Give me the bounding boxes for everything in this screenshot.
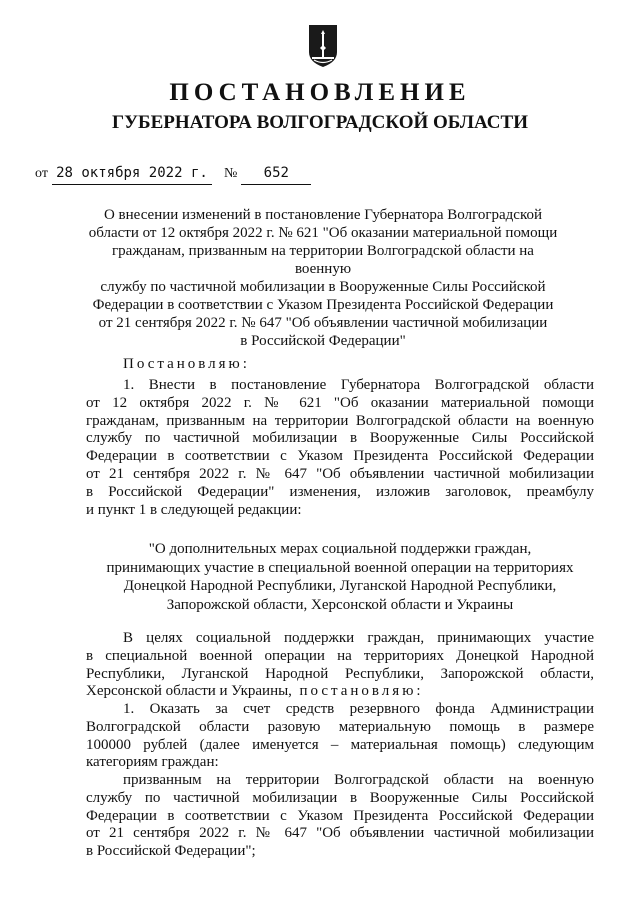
document-title: ПОСТАНОВЛЕНИЕ bbox=[169, 79, 471, 106]
decree-word: Постановляю: bbox=[123, 356, 250, 372]
subject-line: Федерации в соответствии с Указом Президента Российской Федерации bbox=[92, 297, 554, 313]
subject-line: области от 12 октября 2022 г. № 621 "Об оказании материальной помощи bbox=[88, 225, 558, 241]
new-title-line: принимающих участие в специальной военной операции на территориях bbox=[106, 559, 574, 576]
paragraph-line: от 21 сентября 2022 г. № 647 "Об объявлении частичной мобилизации bbox=[86, 465, 594, 482]
point-1-paragraph bbox=[86, 701, 594, 772]
paragraph-line: и пункт 1 в следующей редакции: bbox=[86, 501, 302, 518]
document-issuer: ГУБЕРНАТОРА ВОЛГОГРАДСКОЙ ОБЛАСТИ bbox=[112, 112, 528, 133]
paragraph-line: В целях социальной поддержки граждан, принимающих участие bbox=[123, 630, 594, 646]
preamble-paragraph bbox=[86, 630, 594, 701]
subject-line: от 21 сентября 2022 г. № 647 "Об объявлении частичной мобилизации bbox=[98, 315, 548, 331]
paragraph-line: гражданам, призванным на территории Волгоградской области на военную bbox=[86, 412, 594, 429]
document-number: 652 bbox=[241, 162, 311, 185]
paragraph-line: от 12 октября 2022 г. № 621 "Об оказании материальной помощи bbox=[86, 394, 594, 411]
subject-line: службу по частичной мобилизации в Вооруженные Силы Российской bbox=[100, 279, 546, 295]
number-prefix: № bbox=[223, 166, 238, 181]
paragraph-line: службу по частичной мобилизации в Вооруженные Силы Российской bbox=[86, 789, 594, 806]
new-title-line: Донецкой Народной Республики, Луганской Народной Республики, bbox=[123, 578, 557, 594]
paragraph-line: в Российской Федерации" изменения, изложив заголовок, преамбулу bbox=[86, 483, 594, 500]
subject-line: гражданам, призванным на территории Волгоградской области на военную bbox=[112, 243, 534, 277]
new-title-line: Запорожской области, Херсонской области и Украины bbox=[166, 596, 514, 613]
paragraph-line: Волгоградской области разовую материальную помощь в размере bbox=[86, 718, 594, 735]
registration-line bbox=[35, 162, 311, 185]
paragraph-line: Республики, Луганской Народной Республики, Запорожской области, bbox=[86, 665, 594, 682]
item-1-paragraph bbox=[86, 377, 594, 519]
new-title-block bbox=[86, 540, 594, 614]
paragraph-line bbox=[86, 683, 594, 701]
decree-word-block bbox=[86, 356, 594, 374]
subject-line: в Российской Федерации" bbox=[240, 333, 406, 349]
paragraph-line: призванным на территории Волгоградской области на военную bbox=[123, 772, 594, 788]
subject-line: О внесении изменений в постановление Губернатора Волгоградской bbox=[103, 207, 543, 223]
paragraph-line: службу по частичной мобилизации в Вооруженные Силы Российской bbox=[86, 430, 594, 447]
document-page bbox=[8, 8, 632, 897]
paragraph-line: 1. Внести в постановление Губернатора Волгоградской области bbox=[123, 377, 594, 393]
preamble-decree-word: постановляю: bbox=[299, 683, 424, 700]
paragraph-line: 1. Оказать за счет средств резервного фонда Администрации bbox=[123, 701, 594, 717]
paragraph-line: категориям граждан: bbox=[86, 754, 219, 771]
paragraph-line: Федерации в соответствии с Указом Президента Российской Федерации bbox=[86, 448, 594, 465]
preamble-tail: Херсонской области и Украины, bbox=[86, 683, 292, 700]
category-paragraph bbox=[86, 772, 594, 861]
document-subject bbox=[83, 206, 563, 350]
paragraph-line: Федерации в соответствии с Указом Президента Российской Федерации bbox=[86, 807, 594, 824]
date-prefix: от bbox=[35, 166, 48, 181]
paragraph-line: в специальной военной операции на территориях Донецкой Народной bbox=[86, 647, 594, 664]
paragraph-line: от 21 сентября 2022 г. № 647 "Об объявлении частичной мобилизации bbox=[86, 825, 594, 842]
coat-of-arms-icon bbox=[308, 24, 338, 68]
document-date: 28 октября 2022 г. bbox=[52, 162, 212, 185]
new-title-line: "О дополнительных мерах социальной поддержки граждан, bbox=[148, 541, 532, 557]
paragraph-line: в Российской Федерации"; bbox=[86, 843, 256, 860]
paragraph-line: 100000 рублей (далее именуется – материальная помощь) следующим bbox=[86, 736, 594, 753]
